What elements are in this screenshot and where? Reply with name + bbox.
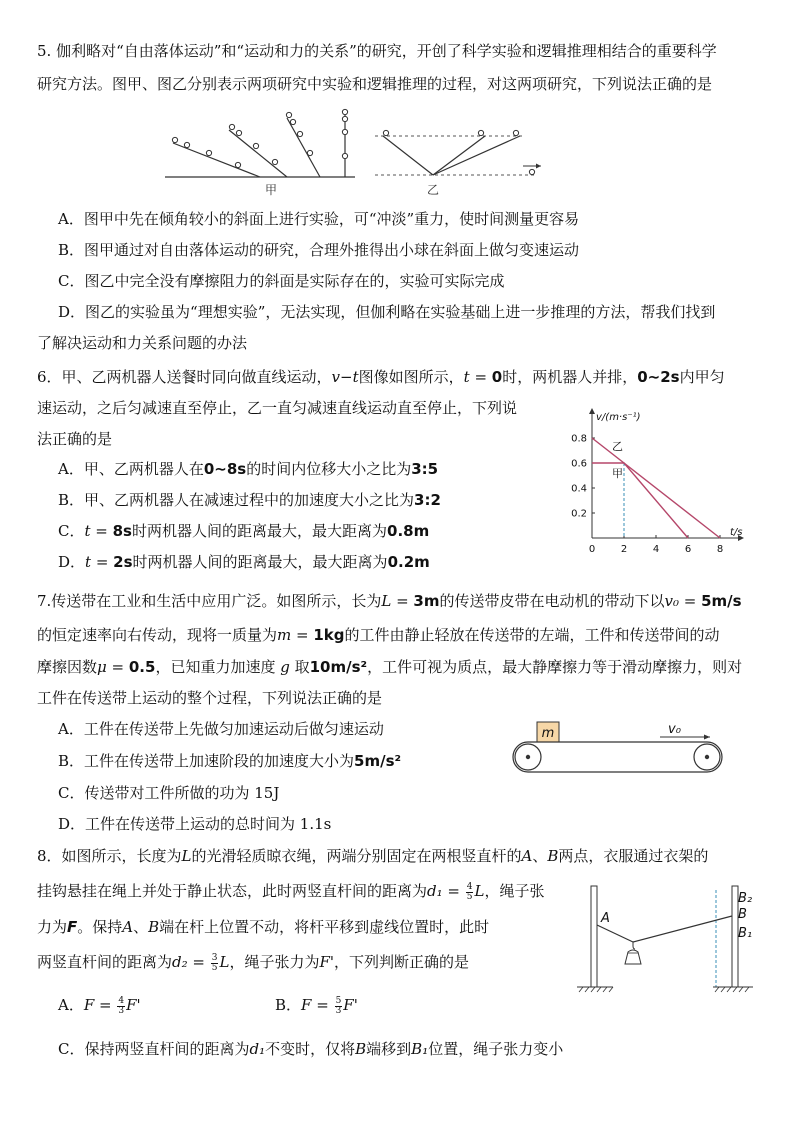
q6-option-d[interactable]: D．t = 2s时两机器人间的距离最大，最大距离为0.2m	[58, 553, 430, 571]
q5-fig-label-jia: 甲	[265, 183, 278, 197]
q5-figure-jia	[165, 110, 355, 198]
q6-stem-line3: 法正确的是	[37, 430, 113, 448]
series-line-jia	[592, 463, 688, 538]
q6-option-a[interactable]: A．甲、乙两机器人在0∼8s的时间内位移大小之比为3:5	[58, 460, 439, 478]
q6-option-c[interactable]: C．t = 8s时两机器人间的距离最大，最大距离为0.8m	[58, 522, 430, 540]
x-tick-label: 2	[620, 544, 628, 555]
q5-option-a[interactable]: A．图甲中先在倾角较小的斜面上进行实验，可“冲淡”重力，使时间测量更容易	[58, 210, 580, 228]
q7-option-c[interactable]: C．传送带对工件所做的功为 15J	[58, 784, 280, 802]
q7-stem-line1: 7.传送带在工业和生活中应用广泛。如图所示，长为L = 3m的传送带皮带在电动机的带动下以v₀ = 5m/s	[37, 592, 742, 610]
x-axis-label: t/s	[730, 527, 743, 538]
q5-option-d-cont: 了解决运动和力关系问题的办法	[37, 334, 248, 352]
q7-conveyor-figure	[510, 718, 730, 780]
q8-option-a[interactable]: A．F = $\frac{4}{3}$ F'	[58, 995, 141, 1016]
q8-fig-label-b: B	[738, 907, 747, 922]
q5-stem-line2: 研究方法。图甲、图乙分别表示两项研究中实验和逻辑推理的过程，对这两项研究，下列说法正确的是	[37, 75, 713, 93]
series-label-jia: 甲	[612, 467, 623, 480]
y-axis-label: v/(m·s⁻¹)	[596, 412, 641, 423]
series-label-yi: 乙	[612, 440, 623, 453]
q8-fig-label-b1: B₁	[738, 926, 753, 941]
q5-fig-label-yi: 乙	[426, 183, 440, 197]
q8-stem-line2: 挂钩悬挂在绳上并处于静止状态，此时两竖直杆间的距离为d₁ = $\frac{4}{5}$ L，绳子张	[37, 881, 545, 902]
q8-clothesline-figure	[575, 880, 760, 1000]
series-line-yi	[592, 438, 720, 538]
q6-option-b[interactable]: B．甲、乙两机器人在减速过程中的加速度大小之比为3:2	[58, 491, 441, 509]
q7-option-a[interactable]: A．工件在传送带上先做匀加速运动后做匀速运动	[58, 720, 384, 738]
x-tick-label: 6	[684, 544, 692, 555]
q6-stem-line2: 速运动，之后匀减速直至停止，乙一直匀减速直线运动直至停止，下列说	[37, 399, 518, 417]
q8-option-b[interactable]: B．F = $\frac{5}{3}$ F'	[275, 995, 358, 1016]
q8-stem-line3: 力为F。保持A、B端在杆上位置不动，将杆平移到虚线位置时，此时	[37, 918, 490, 936]
q7-stem-line3: 摩擦因数μ = 0.5，已知重力加速度 g 取10m/s²，工件可视为质点，最大静摩擦力等于滑动摩擦力，则对	[37, 658, 743, 676]
q5-option-d[interactable]: D．图乙的实验虽为“理想实验”，无法实现，但伽利略在实验基础上进一步推理的方法，帮我们找到	[58, 303, 716, 321]
q8-stem-line4: 两竖直杆间的距离为d₂ = $\frac{3}{5}$ L，绳子张力为F'，下列判断正确的是	[37, 952, 470, 973]
x-tick-label: 8	[716, 544, 724, 555]
x-tick-label: 0	[588, 544, 596, 555]
q7-stem-line4: 工件在传送带上运动的整个过程，下列说法正确的是	[37, 689, 383, 707]
q5-option-b[interactable]: B．图甲通过对自由落体运动的研究，合理外推得出小球在斜面上做匀变速运动	[58, 241, 580, 259]
q7-option-b[interactable]: B．工件在传送带上加速阶段的加速度大小为5m/s²	[58, 752, 402, 770]
y-tick-label: 0.6	[571, 458, 587, 470]
q8-option-c[interactable]: C．保持两竖直杆间的距离为d₁不变时，仅将B端移到B₁位置，绳子张力变小	[58, 1040, 564, 1058]
q5-figure-yi	[375, 128, 545, 200]
q5-stem-line1: 5. 伽利略对“自由落体运动”和“运动和力的关系”的研究，开创了科学实验和逻辑推理相结合的重要科学	[37, 42, 717, 60]
q8-fig-label-b2: B₂	[738, 891, 753, 906]
q6-vt-chart	[560, 400, 760, 560]
y-tick-label: 0.4	[571, 483, 587, 495]
q8-stem-line1: 8．如图所示，长度为L的光滑轻质晾衣绳，两端分别固定在两根竖直杆的A、B两点，衣服通过衣架的	[37, 847, 709, 865]
q7-velocity-label: v₀	[668, 722, 681, 737]
y-tick-label: 0.8	[571, 433, 587, 445]
q7-stem-line2: 的恒定速率向右传动，现将一质量为m = 1kg的工件由静止轻放在传送带的左端，工件和传送带间的动	[37, 626, 720, 644]
y-axis-arrow	[589, 408, 595, 414]
x-tick-label: 4	[652, 544, 660, 555]
q5-option-c[interactable]: C．图乙中完全没有摩擦阻力的斜面是实际存在的，实验可实际完成	[58, 272, 505, 290]
y-tick-label: 0.2	[571, 508, 587, 520]
q6-stem-line1: 6．甲、乙两机器人送餐时同向做直线运动，v−t图像如图所示，t = 0时，两机器人并排，0∼2s内甲匀	[37, 368, 725, 386]
q7-option-d[interactable]: D．工件在传送带上运动的总时间为 1.1s	[58, 815, 332, 833]
q8-fig-label-a: A	[601, 911, 610, 926]
q7-block-label: m	[541, 726, 555, 741]
